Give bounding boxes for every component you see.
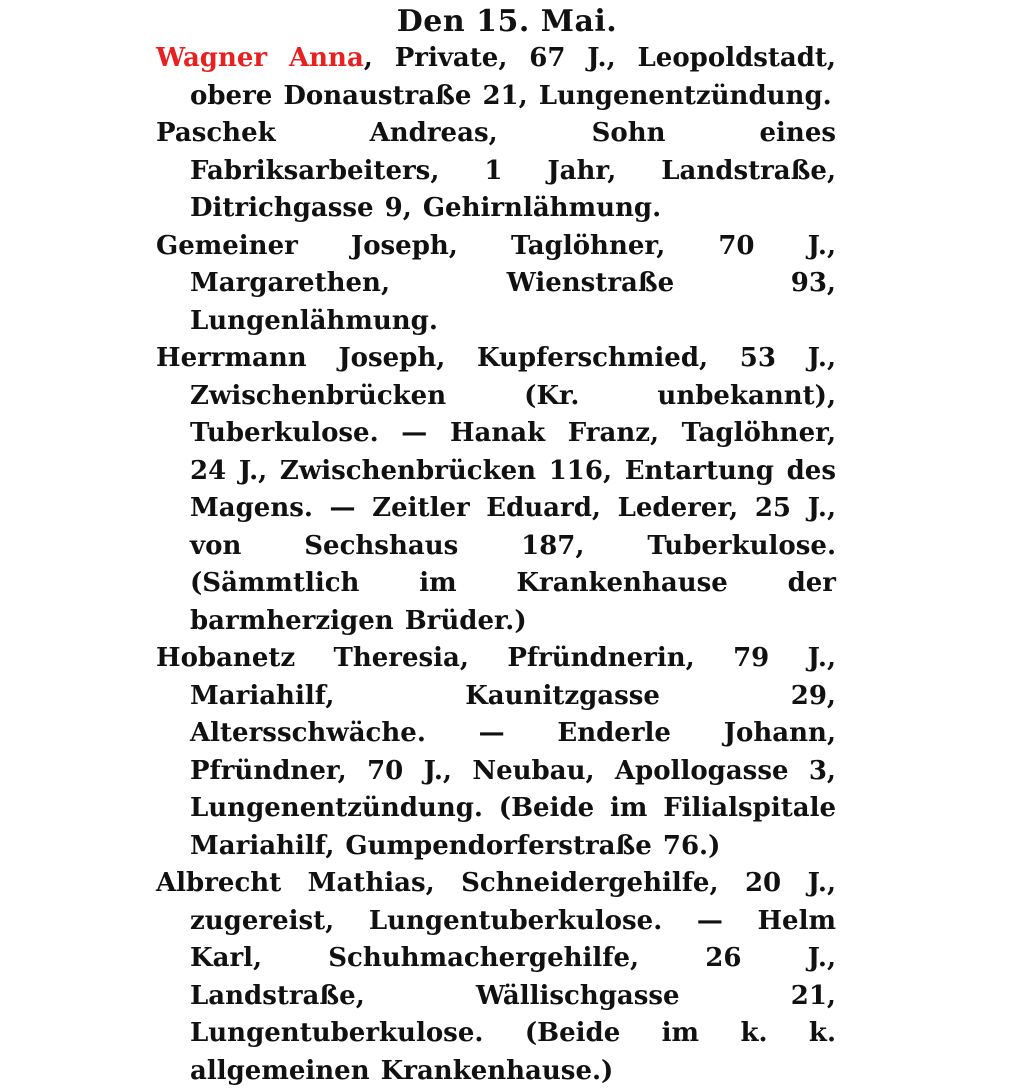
- highlighted-name: Wagner Anna: [156, 43, 364, 73]
- entry-text: Paschek Andreas, Sohn eines Fabriksarbeiters, 1 Jahr, Landstraße, Ditrichgasse 9, Gehirnlähmung.: [156, 118, 836, 223]
- death-notice-entry: [156, 340, 836, 640]
- death-notice-entry: [156, 115, 836, 228]
- death-notice-entry: [156, 865, 836, 1090]
- entry-text: , Private, 67 J., Leopoldstadt, obere Donaustraße 21, Lungenentzündung.: [190, 43, 836, 111]
- entry-text: Gemeiner Joseph, Taglöhner, 70 J., Margarethen, Wienstraße 93, Lungenlähmung.: [156, 230, 836, 336]
- death-notice-entry: [156, 640, 836, 865]
- death-notice-list: [156, 40, 836, 1090]
- entry-text: Herrmann Joseph, Kupferschmied, 53 J., Zwischenbrücken (Kr. unbekannt), Tuberkulose. — Hanak Franz, Taglöhner, 24 J., Zwischenbrücken 116, Entartung des Magens. — Zeitler Eduard, Lederer, 25 J., von Sechshaus 187, Tuberkulose. (Sämmtlich im Krankenhause der barmherzigen Brüder.): [156, 343, 836, 636]
- date-heading: Den 15. Mai.: [396, 4, 618, 39]
- entry-text: Albrecht Mathias, Schneidergehilfe, 20 J., zugereist, Lungentuberkulose. — Helm Karl, Schuhmachergehilfe, 26 J., Landstraße, Wällischgasse 21, Lungentuberkulose. (Beide im k. k. allgemeinen Krankenhause.): [156, 868, 836, 1086]
- death-notice-entry: [156, 228, 836, 341]
- entry-text: Hobanetz Theresia, Pfründnerin, 79 J., Mariahilf, Kaunitzgasse 29, Altersschwäche. — Enderle Johann, Pfründner, 70 J., Neubau, Apollogasse 3, Lungenentzündung. (Beide im Filialspitale Mariahilf, Gumpendorferstraße 76.): [156, 643, 836, 861]
- death-notice-entry: [156, 40, 836, 115]
